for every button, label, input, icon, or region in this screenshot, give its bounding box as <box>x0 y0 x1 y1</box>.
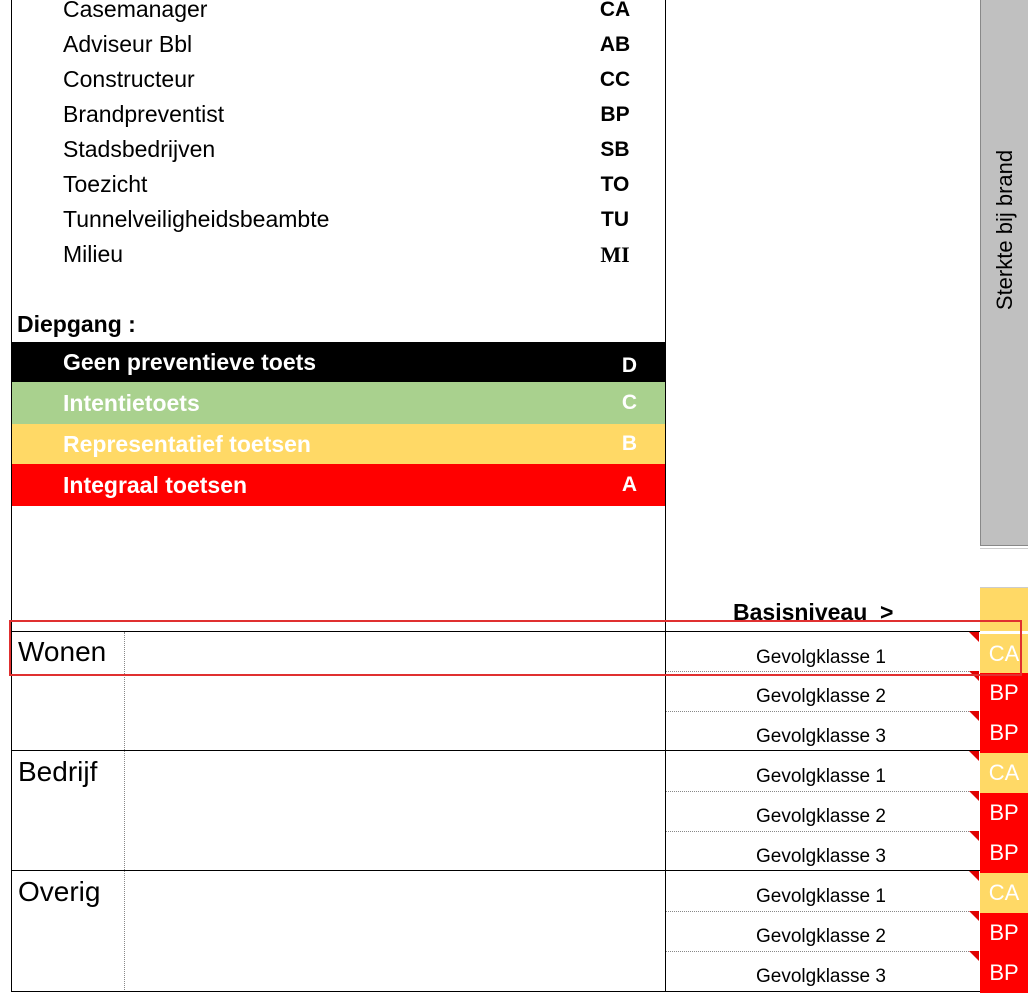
role-name: Tunnelveiligheidsbeambte <box>63 206 330 232</box>
category-divider <box>124 632 125 992</box>
row-separator <box>666 711 979 712</box>
row-separator <box>666 671 979 672</box>
strength-cell[interactable]: BP <box>980 833 1028 873</box>
basis-cell[interactable] <box>980 588 1028 631</box>
strength-cell[interactable]: BP <box>980 953 1028 993</box>
gevolgklasse-row[interactable] <box>666 831 979 871</box>
gevolgklasse-label: Gevolgklasse 3 <box>756 846 886 867</box>
depth-level-b <box>12 424 665 464</box>
depth-code: A <box>621 473 637 496</box>
strength-cell[interactable]: BP <box>980 673 1028 713</box>
role-code: BP <box>600 103 630 126</box>
gevolgklasse-row[interactable] <box>666 911 979 951</box>
depth-label: Representatief toetsen <box>63 430 311 457</box>
gevolgklasse-row[interactable] <box>666 632 979 672</box>
gevolgklasse-label: Gevolgklasse 1 <box>756 647 886 668</box>
gevolgklasse-row[interactable] <box>666 791 979 831</box>
depth-label: Integraal toetsen <box>63 471 248 498</box>
depth-label: Geen preventieve toets <box>63 348 317 375</box>
comment-indicator-icon <box>969 871 979 881</box>
category-overig[interactable]: Overig <box>18 876 101 907</box>
comment-indicator-icon <box>969 791 979 801</box>
role-name: Adviseur Bbl <box>63 31 193 57</box>
basis-label-clip <box>666 590 979 621</box>
depth-level-c <box>12 382 665 424</box>
gevolgklasse-label: Gevolgklasse 2 <box>756 926 886 947</box>
gevolgklasse-row[interactable] <box>666 951 979 991</box>
depth-code: C <box>621 391 637 414</box>
role-name: Toezicht <box>63 171 148 197</box>
row-separator <box>666 831 979 832</box>
strength-cell[interactable]: BP <box>980 913 1028 953</box>
gevolgklasse-label: Gevolgklasse 2 <box>756 806 886 827</box>
depth-code: B <box>621 432 637 455</box>
depth-code: D <box>621 354 637 377</box>
strength-cell[interactable]: CA <box>980 753 1028 793</box>
gevolgklasse-row[interactable] <box>666 671 979 711</box>
gevolgklasse-label: Gevolgklasse 3 <box>756 966 886 987</box>
column-header-label: Sterkte bij brand <box>992 149 1017 311</box>
comment-indicator-icon <box>969 671 979 681</box>
gevolgklasse-label: Gevolgklasse 1 <box>756 766 886 787</box>
strength-cell[interactable]: BP <box>980 713 1028 753</box>
role-name: Milieu <box>63 241 124 267</box>
role-name: Brandpreventist <box>63 101 225 127</box>
comment-indicator-icon <box>969 831 979 841</box>
role-code: TU <box>601 208 629 231</box>
role-code: CC <box>599 68 631 91</box>
row-separator <box>666 951 979 952</box>
gevolgklasse-label: Gevolgklasse 1 <box>756 886 886 907</box>
row-separator <box>666 791 979 792</box>
basis-label: Basisniveau > <box>733 599 894 621</box>
strength-cell[interactable]: CA <box>980 634 1028 674</box>
category-wonen[interactable]: Wonen <box>18 636 107 667</box>
depth-level-d <box>12 342 665 382</box>
depth-label: Intentietoets <box>63 389 200 416</box>
sheet-bottom-border <box>11 991 980 992</box>
role-name: Constructeur <box>63 66 195 92</box>
column-header-cell[interactable] <box>980 0 1028 546</box>
role-code: TO <box>600 173 630 196</box>
gevolgklasse-label: Gevolgklasse 2 <box>756 686 886 707</box>
row-separator <box>666 911 979 912</box>
empty-cell[interactable] <box>980 548 1028 588</box>
category-bedrijf[interactable]: Bedrijf <box>18 756 98 787</box>
comment-indicator-icon <box>969 632 979 642</box>
comment-indicator-icon <box>969 951 979 961</box>
depth-level-a <box>12 464 665 506</box>
role-name: Stadsbedrijven <box>63 136 216 162</box>
comment-indicator-icon <box>969 911 979 921</box>
strength-cell[interactable]: BP <box>980 793 1028 833</box>
comment-indicator-icon <box>969 711 979 721</box>
gevolgklasse-label: Gevolgklasse 3 <box>756 726 886 747</box>
role-name: Casemanager <box>63 0 208 22</box>
gevolgklasse-row[interactable] <box>666 751 979 791</box>
strength-cell[interactable]: CA <box>980 873 1028 913</box>
role-code: SB <box>600 138 630 161</box>
role-code: MI <box>600 242 630 267</box>
gevolgklasse-row[interactable] <box>666 711 979 751</box>
comment-indicator-icon <box>969 751 979 761</box>
role-code: CA <box>599 0 631 21</box>
diepgang-title: Diepgang : <box>17 311 136 337</box>
role-code: AB <box>599 33 631 56</box>
gevolgklasse-row[interactable] <box>666 871 979 911</box>
